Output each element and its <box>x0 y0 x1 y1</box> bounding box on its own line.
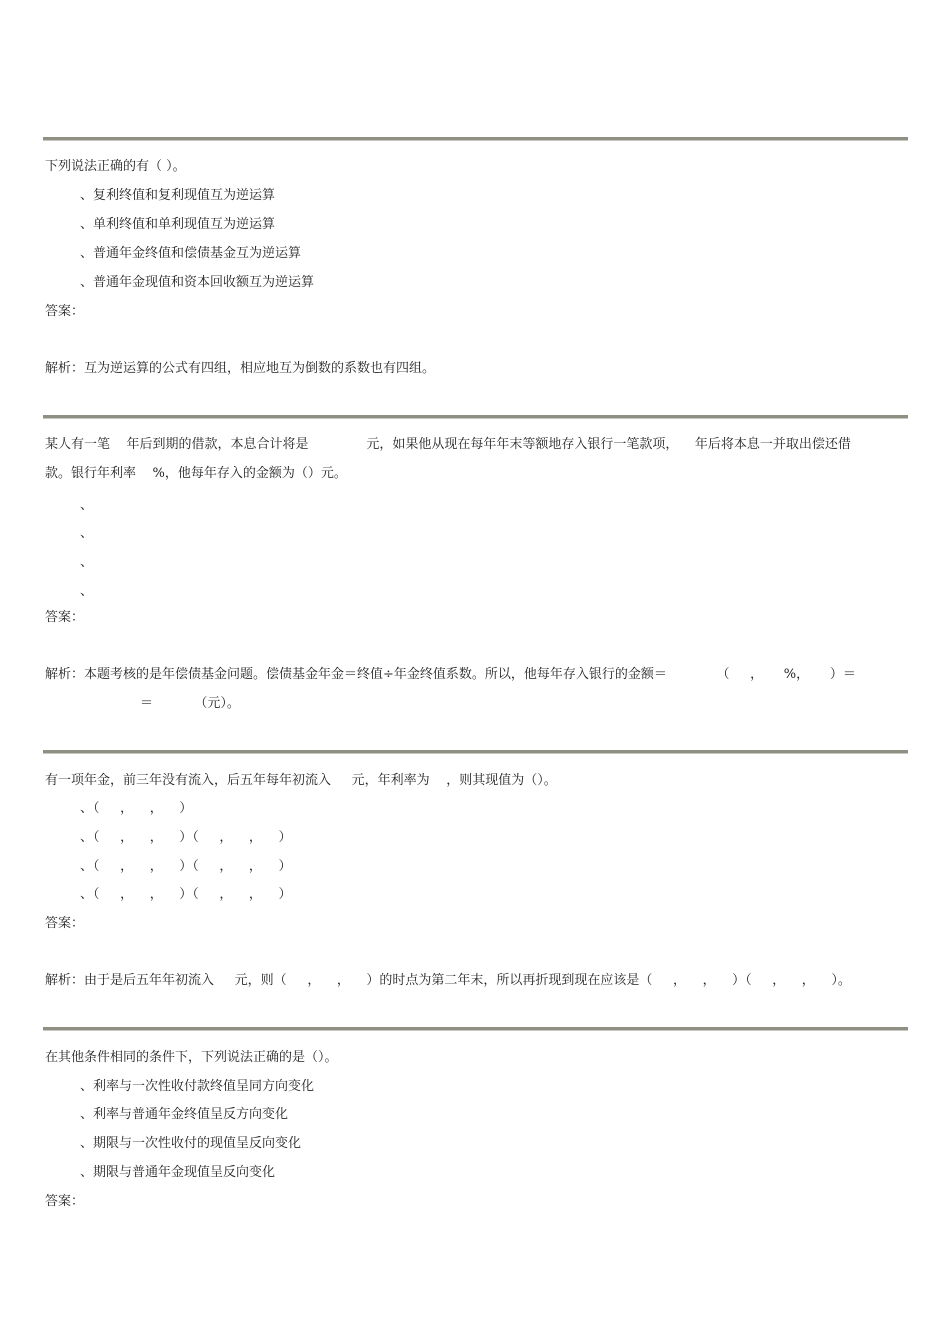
option-b[interactable]: 、 <box>80 526 94 541</box>
answer-label: 答案： <box>45 1194 85 1209</box>
option-b[interactable]: 、（ ， ， ）（ ， ， ） <box>80 830 292 845</box>
analysis-text: 解析：互为逆运算的公式有四组，相应地互为倒数的系数也有四组。 <box>45 361 436 376</box>
option-d[interactable]: 、 <box>80 584 94 599</box>
section-divider <box>43 415 908 419</box>
answer-label: 答案： <box>45 916 85 931</box>
answer-label: 答案： <box>45 610 85 625</box>
section-divider <box>43 137 908 141</box>
answer-label: 答案： <box>45 304 85 319</box>
analysis-text-cont: ＝ （元）。 <box>140 696 240 711</box>
section-divider <box>43 750 908 754</box>
option-a[interactable]: 、 <box>80 498 94 513</box>
question-stem: 下列说法正确的有（ ）。 <box>45 159 186 174</box>
section-divider <box>43 1027 908 1031</box>
analysis-text: 解析：由于是后五年年初流入 元，则（ ， ， ）的时点为第二年末，所以再折现到现在应该是（ ， ， ）（ ， ， ）。 <box>45 973 851 988</box>
analysis-text: 解析：本题考核的是年偿债基金问题。偿债基金年金＝终值÷年金终值系数。所以，他每年存入银行的金额＝ （ ， %， ）＝ <box>45 667 856 682</box>
option-c[interactable]: 、（ ， ， ）（ ， ， ） <box>80 859 292 874</box>
question-stem: 在其他条件相同的条件下，下列说法正确的是（）。 <box>45 1050 338 1065</box>
option-b[interactable]: 、单利终值和单利现值互为逆运算 <box>80 217 276 232</box>
question-stem: 某人有一笔 年后到期的借款，本息合计将是 元，如果他从现在每年年末等额地存入银行一笔款项， 年后将本息一并取出偿还借 <box>45 437 851 452</box>
option-d[interactable]: 、（ ， ， ）（ ， ， ） <box>80 887 292 902</box>
option-a[interactable]: 、利率与一次性收付款终值呈同方向变化 <box>80 1079 315 1094</box>
option-c[interactable]: 、期限与一次性收付的现值呈反向变化 <box>80 1136 302 1151</box>
option-c[interactable]: 、 <box>80 555 94 570</box>
question-stem: 有一项年金，前三年没有流入，后五年每年初流入 元，年利率为 ，则其现值为（）。 <box>45 773 557 788</box>
option-d[interactable]: 、期限与普通年金现值呈反向变化 <box>80 1165 276 1180</box>
question-stem-cont: 款。银行年利率 %，他每年存入的金额为（）元。 <box>45 466 347 481</box>
option-a[interactable]: 、复利终值和复利现值互为逆运算 <box>80 188 276 203</box>
option-b[interactable]: 、利率与普通年金终值呈反方向变化 <box>80 1107 289 1122</box>
option-c[interactable]: 、普通年金终值和偿债基金互为逆运算 <box>80 246 302 261</box>
option-a[interactable]: 、（ ， ， ） <box>80 801 193 816</box>
option-d[interactable]: 、普通年金现值和资本回收额互为逆运算 <box>80 275 315 290</box>
